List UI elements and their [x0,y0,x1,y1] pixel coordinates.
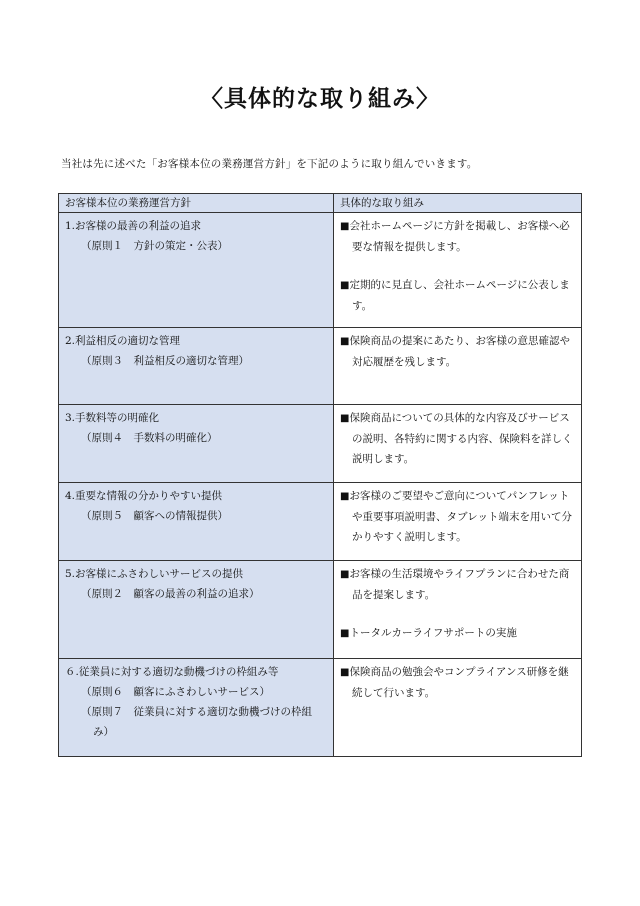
intro-text: 当社は先に述べた「お客様本位の業務運営方針」を下記のように取り組んでいきます。 [61,158,478,170]
bullet-square-icon: ■ [340,667,350,678]
principle-text: （原則４ 手数料の明確化） [81,432,218,444]
action-item [340,275,575,316]
table-header-row [59,194,582,213]
table-row [59,561,582,659]
action-cell [334,561,582,659]
table-row [59,405,582,483]
policy-cell [59,659,334,757]
action-text: 保険商品の提案にあたり、お客様の意思確認や対応履歴を残します。 [349,335,570,368]
table-row [59,213,582,328]
bullet-square-icon: ■ [340,336,350,347]
policy-cell [59,213,334,328]
action-cell [334,213,582,328]
action-text: 保険商品についての具体的な内容及びサービスの説明、各特約に関する内容、保険料を詳しく説明します。 [349,412,573,465]
action-item [340,486,575,547]
action-item [340,623,575,644]
action-text: 定期的に見直し、会社ホームページに公表します。 [349,279,570,312]
principle-text: （原則２ 顧客の最善の利益の追求） [81,588,260,600]
policy-cell [59,328,334,405]
column-header-policy: お客様本位の業務運営方針 [59,194,334,213]
bullet-square-icon: ■ [340,569,350,580]
table-row [59,659,582,757]
policy-cell [59,561,334,659]
action-cell [334,405,582,483]
page-title: 〈具体的な取り組み〉 [200,86,440,112]
bullet-square-icon: ■ [340,221,350,232]
column-header-actions: 具体的な取り組み [334,194,582,213]
policy-title: 5.お客様にふさわしいサービスの提供 [65,568,244,580]
bullet-square-icon: ■ [340,628,350,639]
policy-title: 3.手数料等の明確化 [65,412,160,424]
action-item [340,564,575,605]
action-item [340,331,575,372]
action-cell [334,483,582,561]
principle-text: （原則７ 従業員に対する適切な動機づけの枠組み） [81,706,312,738]
policy-title: 1.お客様の最善の利益の追求 [65,220,202,232]
policy-title: 2.利益相反の適切な管理 [65,335,181,347]
bullet-square-icon: ■ [340,280,350,291]
action-text: トータルカーライフサポートの実施 [349,627,517,639]
action-text: 保険商品の勉強会やコンプライアンス研修を継続して行います。 [349,666,569,699]
policy-cell [59,405,334,483]
action-text: 会社ホームページに方針を掲載し、お客様へ必要な情報を提供します。 [349,220,570,253]
policy-title: 4.重要な情報の分かりやすい提供 [65,490,223,502]
bullet-square-icon: ■ [340,413,350,424]
action-cell [334,328,582,405]
table-row [59,328,582,405]
principle-text: （原則３ 利益相反の適切な管理） [81,355,249,367]
action-item [340,408,575,469]
action-item [340,216,575,257]
action-cell [334,659,582,757]
principle-text: （原則６ 顧客にふさわしいサービス） [81,686,270,698]
action-text: お客様の生活環境やライフプランに合わせた商品を提案します。 [349,568,570,601]
action-item [340,662,575,703]
bullet-square-icon: ■ [340,491,350,502]
policy-cell [59,483,334,561]
principle-text: （原則１ 方針の策定・公表） [81,240,228,252]
table-row [59,483,582,561]
action-text: お客様のご要望やご意向についてパンフレットや重要事項説明書、タブレット端末を用いて分かりやすく説明します。 [349,490,572,543]
policy-table [58,193,582,757]
principle-text: （原則５ 顧客への情報提供） [81,510,228,522]
policy-title: ６.従業員に対する適切な動機づけの枠組み等 [65,666,279,678]
